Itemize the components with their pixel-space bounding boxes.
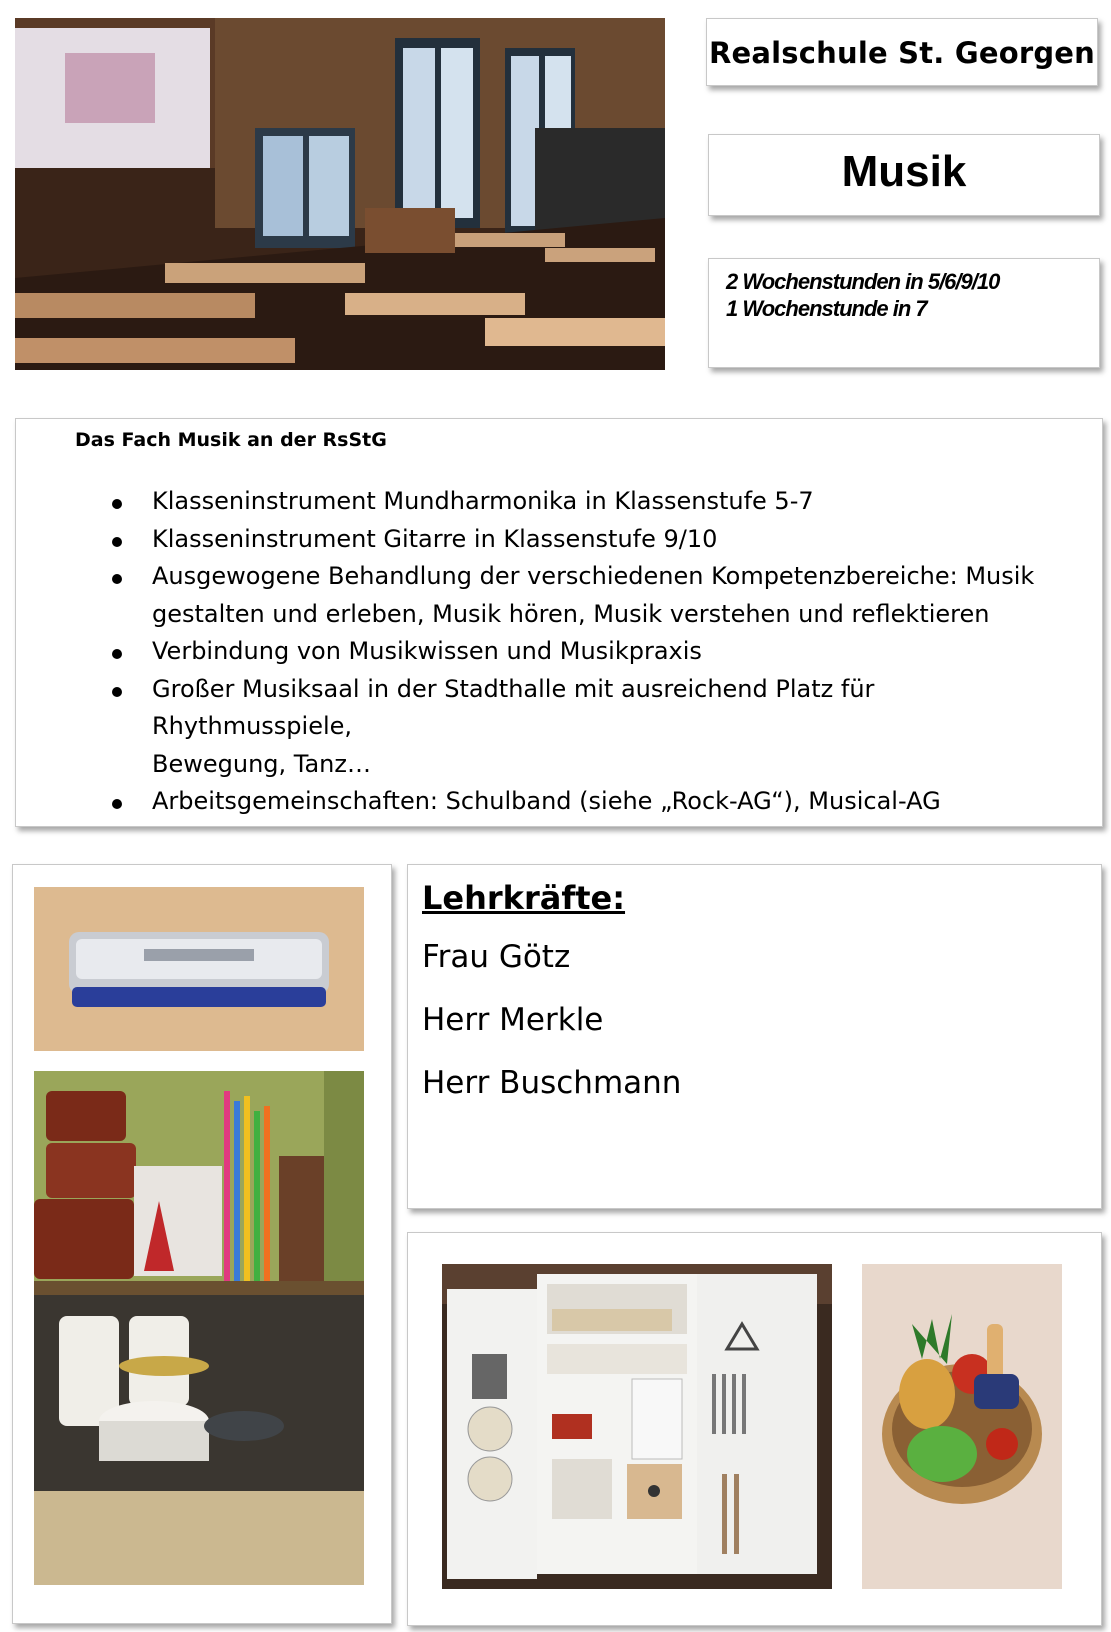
- teachers-heading: Lehrkräfte:: [422, 879, 626, 917]
- teacher-name: Herr Merkle: [422, 1002, 604, 1038]
- list-item: Klasseninstrument Mundharmonika in Klassenstufe 5-7: [112, 483, 1072, 521]
- teacher-name: Herr Buschmann: [422, 1065, 682, 1101]
- bullet-icon: [112, 537, 122, 547]
- list-item: Ausgewogene Behandlung der verschiedenen Kompetenzbereiche: Musik gestalten und erleben, Musik hören, Musik verstehen und reflektieren: [112, 558, 1072, 633]
- list-item: Klasseninstrument Gitarre in Klassenstufe 9/10: [112, 521, 1072, 559]
- list-item: Großer Musiksaal in der Stadthalle mit ausreichend Platz für Rhythmusspiele, Bewegung, Tanz…: [112, 671, 1072, 784]
- school-name: Realschule St. Georgen: [709, 36, 1095, 70]
- subject-title: Musik: [841, 147, 967, 196]
- drum-kit-photo: [34, 1071, 364, 1585]
- instrument-photos-box: [12, 864, 392, 1624]
- bullet-icon: [112, 574, 122, 584]
- hours-line: 1 Wochenstunde in 7: [726, 296, 927, 321]
- list-item: Arbeitsgemeinschaften: Schulband (siehe „Rock-AG“), Musical-AG: [112, 783, 1072, 821]
- hours-line: 2 Wochenstunden in 5/6/9/10: [726, 269, 1000, 294]
- school-name-box: [706, 18, 1098, 86]
- subject-description-box: [15, 418, 1103, 827]
- subject-box: [708, 134, 1100, 216]
- bullet-icon: [112, 499, 122, 509]
- teacher-name: Frau Götz: [422, 939, 571, 975]
- instrument-cabinet-photo: [442, 1264, 832, 1589]
- subject-feature-list: [112, 483, 1072, 821]
- harmonica-photo: [34, 887, 364, 1051]
- bullet-icon: [112, 649, 122, 659]
- hours-box: [708, 258, 1100, 368]
- bullet-icon: [112, 799, 122, 809]
- fruit-shakers-photo: [862, 1264, 1062, 1589]
- equipment-photos-box: [407, 1232, 1102, 1626]
- teachers-box: [407, 864, 1102, 1209]
- list-item: Verbindung von Musikwissen und Musikpraxis: [112, 633, 1072, 671]
- bullet-icon: [112, 687, 122, 697]
- subject-description-heading: Das Fach Musik an der RsStG: [75, 429, 387, 451]
- music-hall-photo: [15, 18, 665, 370]
